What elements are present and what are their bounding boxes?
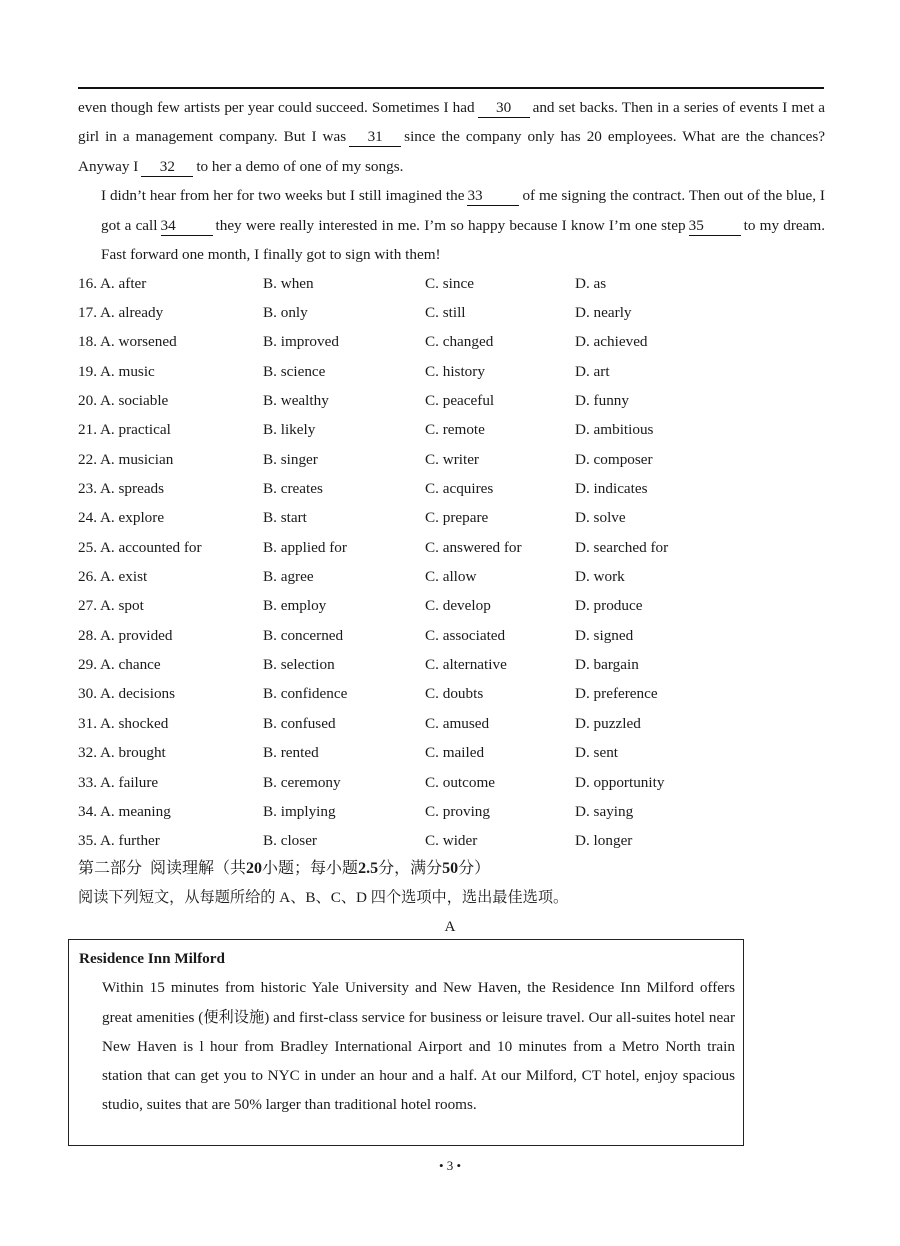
passage-text: to her a demo of one of my songs. [196,157,404,175]
question-row [78,504,828,533]
option-d: D. bargain [575,656,639,674]
cloze-passage [78,93,825,269]
section-info: 分，满分 [378,860,443,877]
question-row [78,386,828,415]
option-b: B. rented [263,744,319,762]
option-d: D. preference [575,685,658,703]
question-number: 23. [78,480,97,498]
option-d: D. nearly [575,304,632,322]
option-b: B. agree [263,568,314,586]
blank-34: 34 [161,217,213,236]
section-count: 20 [246,860,263,877]
option-a [78,539,263,557]
question-number: 19. [78,362,97,380]
option-a [78,656,263,674]
section-total: 50 [442,860,459,877]
option-b: B. implying [263,802,336,820]
option-c: C. associated [425,626,506,644]
question-number: 30. [78,685,97,703]
option-a [78,509,263,527]
option-c: C. mailed [425,744,485,762]
option-text: A. sociable [99,392,169,410]
option-b: B. wealthy [263,392,329,410]
question-number: 35. [78,832,97,850]
section-title [78,856,490,882]
option-b: B. ceremony [263,773,341,791]
section-per: 2.5 [358,860,379,877]
option-d: D. work [575,568,625,586]
option-a [78,715,263,733]
option-text: A. brought [99,744,166,762]
option-d: D. saying [575,802,634,820]
question-row [78,592,828,621]
option-a [78,832,263,850]
question-number: 31. [78,714,97,732]
option-text: A. after [99,274,147,292]
passage-text: to my dream. Fast forward one month, I finally got to sign with them! [101,216,825,264]
question-row [78,533,828,562]
section-name: 阅读理解 [150,860,215,877]
option-a [78,451,263,469]
option-a [78,597,263,615]
option-d: D. opportunity [575,773,665,791]
blank-31: 31 [349,128,401,147]
question-number: 20. [78,392,97,410]
option-b: B. when [263,274,314,292]
option-text: A. music [99,362,155,380]
option-text: A. meaning [99,802,171,820]
option-d: D. art [575,362,610,380]
passage-paragraph-1 [78,93,825,181]
option-b: B. creates [263,480,323,498]
option-a [78,627,263,645]
passage-text: since the company only has 20 employees. What are the chances? Anyway I [78,128,825,175]
option-a [78,568,263,586]
option-d: D. composer [575,450,653,468]
option-d: D. funny [575,392,629,410]
section-info: （共 [214,860,247,877]
option-c: C. allow [425,568,477,586]
option-d: D. achieved [575,333,648,351]
passage-text: I didn’t hear from her for two weeks but I still imagined the [101,187,465,205]
blank-32: 32 [141,158,193,177]
option-c: C. still [425,304,466,322]
option-a [78,803,263,821]
option-c: C. outcome [425,773,496,791]
section-part: 第二部分 [78,860,143,877]
blank-33: 33 [467,187,519,206]
option-text: A. explore [99,509,165,527]
option-d: D. sent [575,744,619,762]
option-text: A. decisions [99,685,176,703]
question-number: 29. [78,656,97,674]
option-b: B. likely [263,421,316,439]
question-number: 24. [78,509,97,527]
answer-options [78,269,828,856]
option-text: A. worsened [99,333,177,351]
question-row [78,357,828,386]
passage-text: and set backs. Then in a series of events I met a girl in a management company. But I was [78,99,826,146]
passage-text: they were really interested in me. I’m so happy because I know I’m one step [215,216,686,234]
option-b: B. singer [263,450,318,468]
option-b: B. only [263,304,308,322]
option-text: A. provided [99,626,173,644]
blank-35: 35 [689,217,741,236]
option-d: D. longer [575,832,633,850]
option-c: C. answered for [425,538,522,556]
blank-30: 30 [478,99,530,118]
question-number: 17. [78,304,97,322]
option-a [78,480,263,498]
question-row [78,680,828,709]
option-b: B. applied for [263,538,347,556]
question-row [78,416,828,445]
option-c: C. acquires [425,480,494,498]
option-b: B. employ [263,597,327,615]
question-row [78,739,828,768]
question-number: 18. [78,333,97,351]
question-number: 28. [78,626,97,644]
option-b: B. improved [263,333,339,351]
question-number: 33. [78,773,97,791]
question-number: 27. [78,597,97,615]
option-c: C. amused [425,714,490,732]
passage-title: Residence Inn Milford [79,950,225,967]
option-a [78,685,263,703]
question-row [78,474,828,503]
option-text: A. spreads [99,480,165,498]
question-number: 32. [78,744,97,762]
option-c: C. proving [425,802,490,820]
question-number: 25. [78,538,97,556]
option-text: A. practical [99,421,171,439]
section-instruction: 阅读下列短文，从每题所给的 A、B、C、D 四个选项中，选出最佳选项。 [78,889,569,906]
section-info: 分） [458,860,491,877]
option-d: D. puzzled [575,714,641,732]
option-c: C. since [425,274,474,292]
question-row [78,709,828,738]
option-c: C. doubts [425,685,484,703]
question-row [78,269,828,298]
option-d: D. ambitious [575,421,654,439]
page-number: • 3 • [438,1158,462,1173]
option-b: B. selection [263,656,335,674]
option-text: A. shocked [99,714,169,732]
option-c: C. wider [425,832,478,850]
question-row [78,621,828,650]
option-c: C. alternative [425,656,507,674]
option-text: A. spot [99,597,144,615]
reading-passage-box [68,939,744,1146]
option-c: C. peaceful [425,392,495,410]
question-row [78,298,828,327]
option-text: A. exist [99,568,148,586]
question-row [78,650,828,679]
top-rule [78,87,824,89]
question-row [78,768,828,797]
question-row [78,562,828,591]
option-c: C. writer [425,450,479,468]
option-b: B. confidence [263,685,348,703]
question-number: 34. [78,802,97,820]
option-b: B. confused [263,714,336,732]
section-info: 小题；每小题 [262,860,359,877]
option-text: A. further [99,832,160,850]
question-number: 21. [78,421,97,439]
option-b: B. start [263,509,307,527]
option-c: C. prepare [425,509,489,527]
question-row [78,328,828,357]
option-a [78,333,263,351]
passage-text: even though few artists per year could succeed. Sometimes I had [78,99,475,116]
option-a [78,774,263,792]
option-b: B. closer [263,832,317,850]
passage-text: of me signing the contract. Then out of the blue, I got a call [101,187,825,234]
option-d: D. indicates [575,480,648,498]
question-row [78,445,828,474]
question-row [78,827,828,856]
passage-body: Within 15 minutes from historic Yale University and New Haven, the Residence Inn Milford offers great amenities (便利设施) and first-class service for business or leisure travel. Our all-suites hotel near New Haven is l hour from Bradley International Airport and 10 minutes from a Metro North train station that can get you to NYC in under an hour and a half. At our Milford, CT hotel, enjoy spacious studio, suites that are 50% larger than traditional hotel rooms. [102,979,735,1114]
option-d: D. searched for [575,538,669,556]
question-number: 26. [78,568,97,586]
question-number: 16. [78,274,97,292]
option-d: D. signed [575,626,634,644]
option-a [78,304,263,322]
option-text: A. accounted for [99,538,202,556]
option-a [78,275,263,293]
option-c: C. changed [425,333,494,351]
option-d: D. as [575,274,607,292]
passage-label: A [444,918,456,935]
option-text: A. musician [99,450,174,468]
option-b: B. concerned [263,626,344,644]
option-text: A. chance [99,656,161,674]
option-text: A. already [99,304,164,322]
option-a [78,392,263,410]
option-a [78,421,263,439]
option-c: C. history [425,362,485,380]
question-number: 22. [78,450,97,468]
option-d: D. produce [575,597,643,615]
option-c: C. develop [425,597,491,615]
question-row [78,797,828,826]
option-a [78,744,263,762]
option-text: A. failure [99,773,159,791]
option-d: D. solve [575,509,626,527]
passage-paragraph-2 [78,181,825,269]
option-a [78,363,263,381]
option-c: C. remote [425,421,485,439]
option-b: B. science [263,362,326,380]
